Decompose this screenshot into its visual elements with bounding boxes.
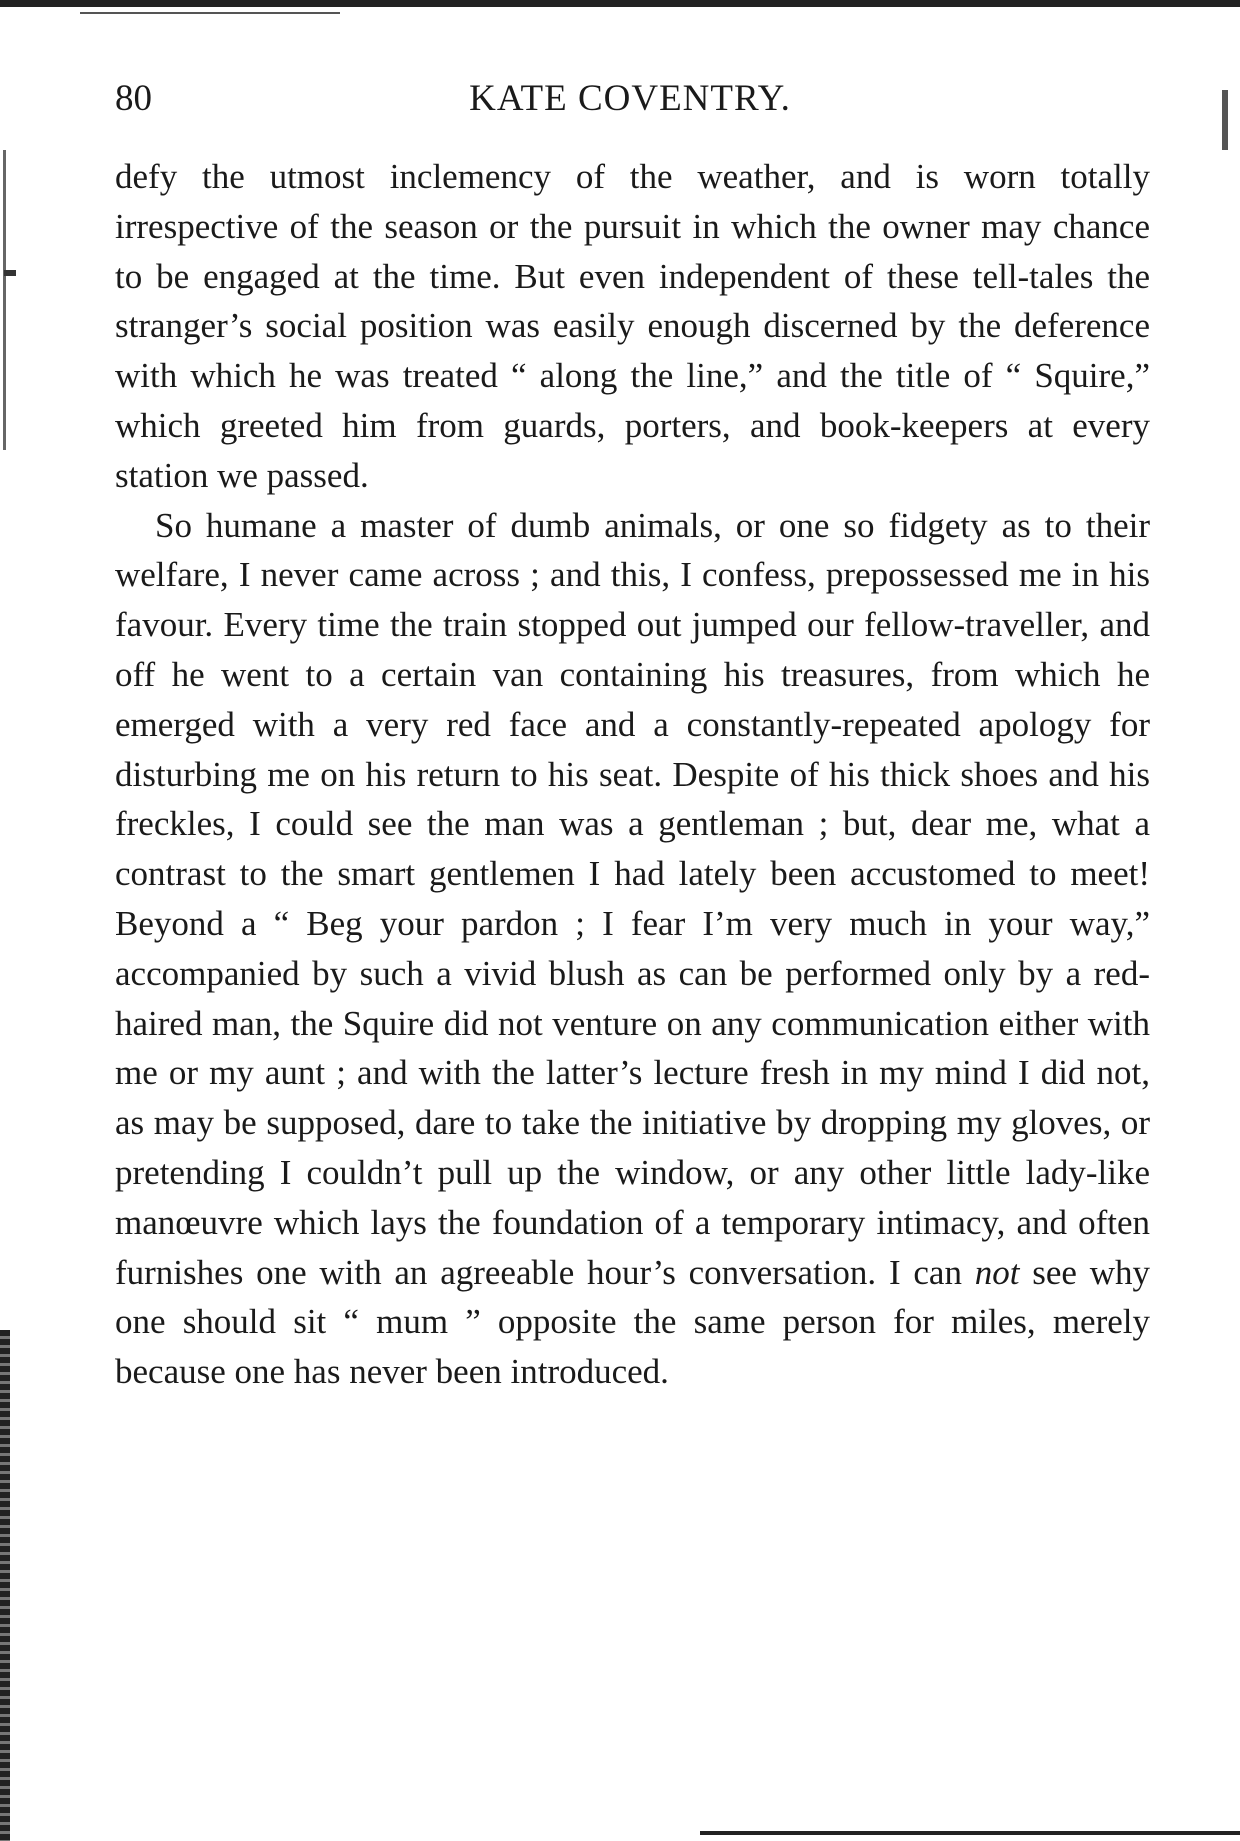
body-text: [115, 152, 1150, 1397]
paragraph-2-text-a: So humane a master of dumb animals, or one so fidgety as to their welfare, I never came across ; and this, I confess, prepossessed me in his favour. Every time the train stopped out jumped our fellow-traveller, and off he went to a certain van containing his treasures, from which he emerged with a very red face and a constantly-repeated apology for disturbing me on his return to his seat. Despite of his thick shoes and his freckles, I could see the man was a gentleman ; but, dear me, what a contrast to the smart gentlemen I had lately been accustomed to meet! Beyond a “ Beg your pardon ; I fear I’m very much in your way,” accompanied by such a vivid blush as can be performed only by a red-haired man, the Squire did not venture on any communication either with me or my aunt ; and with the latter’s lecture fresh in my mind I did not, as may be supposed, dare to take the initiative by dropping my gloves, or pretending I couldn’t pull up the window, or any other little lady-like manœuvre which lays the foundation of a temporary intimacy, and often furnishes one with an agreeable hour’s conversation. I can: [115, 505, 1150, 1292]
paragraph-2: [115, 501, 1150, 1397]
top-border-rule: [0, 0, 1240, 7]
page-header: [115, 74, 1145, 124]
page-number: 80: [115, 78, 152, 119]
paragraph-1: defy the utmost inclemency of the weather, and is worn totally irrespective of the season or the pursuit in which the owner may chance to be engaged at the time. But even independent of these tell-tales the stranger’s social position was easily enough discerned by the deference with which he was treated “ along the line,” and the title of “ Squire,” which greeted him from guards, porters, and book-keepers at every station we passed.: [115, 157, 1150, 495]
left-margin-tick: [4, 270, 16, 276]
left-margin-mark: [3, 150, 6, 450]
running-head: KATE COVENTRY.: [469, 78, 791, 119]
right-margin-mark: [1222, 90, 1228, 150]
left-binding-edge: [0, 1330, 10, 1841]
bottom-border-rule: [700, 1831, 1240, 1835]
paragraph-2-text-b: see why one should sit “ mum ” opposite the same person for miles, merely because one has never been introduced.: [115, 1252, 1151, 1392]
emphasis-not: not: [974, 1252, 1020, 1292]
top-thin-rule: [80, 12, 340, 14]
